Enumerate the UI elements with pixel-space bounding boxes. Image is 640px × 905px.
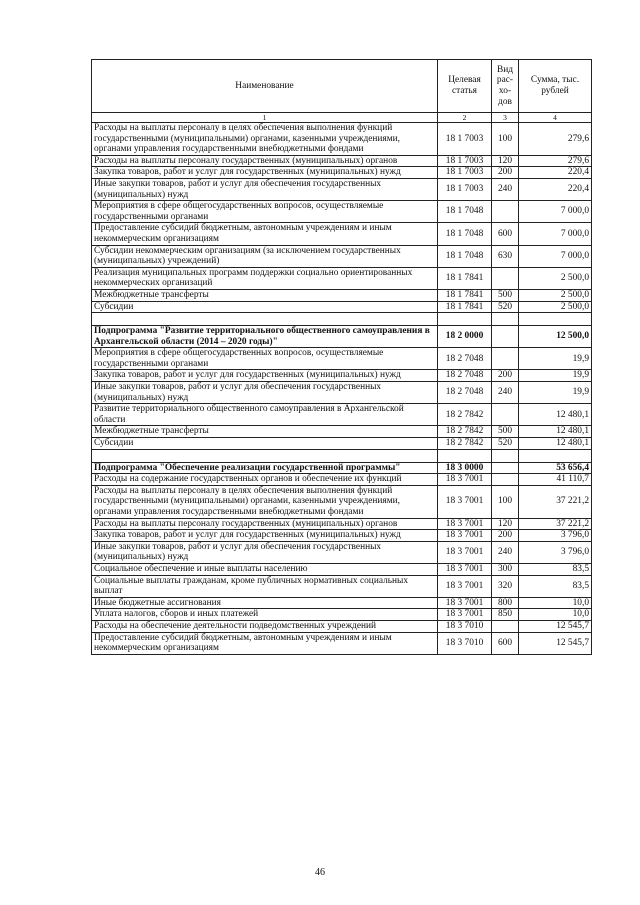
sum-cell: 19,9 <box>519 382 592 404</box>
table-row <box>92 438 592 450</box>
name-cell: Расходы на выплаты персоналу государственных (муниципальных) органов <box>92 518 438 530</box>
table-row <box>92 597 592 609</box>
code-cell: 18 3 7001 <box>438 474 492 486</box>
name-cell: Социальные выплаты гражданам, кроме публичных нормативных социальных выплат <box>92 575 438 597</box>
sum-cell: 279,6 <box>519 123 592 156</box>
table-row <box>92 267 592 289</box>
table-row <box>92 620 592 632</box>
code-cell: 18 3 7001 <box>438 563 492 575</box>
table-row <box>92 167 592 179</box>
type-cell <box>492 348 519 370</box>
type-cell: 520 <box>492 438 519 450</box>
column-number-row <box>92 113 592 123</box>
type-cell: 630 <box>492 245 519 267</box>
subprogram-row <box>92 326 592 348</box>
empty-cell <box>492 449 519 462</box>
type-cell <box>492 326 519 348</box>
type-cell: 800 <box>492 597 519 609</box>
sum-cell: 12 480,1 <box>519 404 592 426</box>
type-cell: 200 <box>492 370 519 382</box>
sum-cell: 12 545,7 <box>519 620 592 632</box>
column-number: 3 <box>492 113 519 123</box>
sum-cell: 12 545,7 <box>519 632 592 654</box>
sum-cell: 3 796,0 <box>519 541 592 563</box>
sum-cell: 2 500,0 <box>519 289 592 301</box>
table-body <box>92 123 592 655</box>
table-row <box>92 301 592 313</box>
name-cell: Закупка товаров, работ и услуг для государственных (муниципальных) нужд <box>92 530 438 542</box>
type-cell: 120 <box>492 518 519 530</box>
sum-cell: 10,0 <box>519 597 592 609</box>
empty-cell <box>492 313 519 326</box>
name-cell: Субсидии <box>92 301 438 313</box>
code-cell: 18 3 7001 <box>438 518 492 530</box>
type-cell: 240 <box>492 382 519 404</box>
code-cell: 18 2 7048 <box>438 370 492 382</box>
column-number: 1 <box>92 113 438 123</box>
code-cell: 18 2 7842 <box>438 426 492 438</box>
table-row <box>92 348 592 370</box>
table-row <box>92 518 592 530</box>
code-cell: 18 1 7048 <box>438 201 492 223</box>
name-cell: Иные закупки товаров, работ и услуг для обеспечения государственных (муниципальных) нужд <box>92 178 438 200</box>
table-row <box>92 426 592 438</box>
type-cell: 100 <box>492 123 519 156</box>
table-row <box>92 382 592 404</box>
name-cell: Социальное обеспечение и иные выплаты населению <box>92 563 438 575</box>
type-cell <box>492 620 519 632</box>
code-cell: 18 3 7001 <box>438 530 492 542</box>
table-row <box>92 530 592 542</box>
table-row <box>92 609 592 621</box>
code-cell: 18 3 7001 <box>438 541 492 563</box>
name-cell: Уплата налогов, сборов и иных платежей <box>92 609 438 621</box>
empty-cell <box>92 449 438 462</box>
code-cell: 18 1 7003 <box>438 155 492 167</box>
sum-cell: 220,4 <box>519 178 592 200</box>
table-row <box>92 201 592 223</box>
sum-cell: 7 000,0 <box>519 223 592 245</box>
type-cell <box>492 474 519 486</box>
code-cell: 18 1 7048 <box>438 245 492 267</box>
table-row <box>92 632 592 654</box>
sum-cell: 37 221,2 <box>519 485 592 518</box>
type-cell <box>492 462 519 474</box>
name-cell: Иные закупки товаров, работ и услуг для обеспечения государственных (муниципальных) нужд <box>92 382 438 404</box>
type-cell: 120 <box>492 155 519 167</box>
sum-cell: 12 480,1 <box>519 426 592 438</box>
name-cell: Предоставление субсидий бюджетным, автономным учреждениям и иным некоммерческим организациям <box>92 223 438 245</box>
type-cell: 300 <box>492 563 519 575</box>
code-cell: 18 1 7841 <box>438 301 492 313</box>
code-cell: 18 3 7010 <box>438 620 492 632</box>
table-row <box>92 123 592 156</box>
table-row <box>92 485 592 518</box>
subprogram-row <box>92 462 592 474</box>
name-cell: Мероприятия в сфере общегосударственных вопросов, осуществляемые государственными органами <box>92 201 438 223</box>
type-cell: 200 <box>492 167 519 179</box>
sum-cell: 12 500,0 <box>519 326 592 348</box>
column-number: 2 <box>438 113 492 123</box>
name-cell: Реализация муниципальных программ поддержки социально ориентированных некоммерческих организаций <box>92 267 438 289</box>
sum-cell: 220,4 <box>519 167 592 179</box>
header-name: Наименование <box>92 60 438 113</box>
sum-cell: 2 500,0 <box>519 267 592 289</box>
name-cell: Межбюджетные трансферты <box>92 426 438 438</box>
table-row <box>92 563 592 575</box>
type-cell: 600 <box>492 632 519 654</box>
table-row <box>92 404 592 426</box>
sum-cell: 279,6 <box>519 155 592 167</box>
type-cell <box>492 201 519 223</box>
code-cell: 18 1 7841 <box>438 267 492 289</box>
table-row <box>92 541 592 563</box>
code-cell: 18 3 7001 <box>438 609 492 621</box>
type-cell: 320 <box>492 575 519 597</box>
sum-cell: 83,5 <box>519 575 592 597</box>
code-cell: 18 1 7048 <box>438 223 492 245</box>
header-sum: Сумма, тыс. рублей <box>519 60 592 113</box>
sum-cell: 7 000,0 <box>519 245 592 267</box>
sum-cell: 2 500,0 <box>519 301 592 313</box>
type-cell: 600 <box>492 223 519 245</box>
code-cell: 18 2 7842 <box>438 404 492 426</box>
name-cell: Закупка товаров, работ и услуг для государственных (муниципальных) нужд <box>92 370 438 382</box>
sum-cell: 41 110,7 <box>519 474 592 486</box>
type-cell: 500 <box>492 289 519 301</box>
type-cell: 240 <box>492 541 519 563</box>
type-cell: 100 <box>492 485 519 518</box>
type-cell: 500 <box>492 426 519 438</box>
name-cell: Расходы на выплаты персоналу государственных (муниципальных) органов <box>92 155 438 167</box>
name-cell: Развитие территориального общественного самоуправления в Архангельской области <box>92 404 438 426</box>
code-cell: 18 3 7001 <box>438 575 492 597</box>
table-row <box>92 178 592 200</box>
name-cell: Мероприятия в сфере общегосударственных вопросов, осуществляемые государственными органами <box>92 348 438 370</box>
type-cell: 850 <box>492 609 519 621</box>
type-cell: 520 <box>492 301 519 313</box>
name-cell: Расходы на выплаты персоналу в целях обеспечения выполнения функций государственными (муниципальными) органами, казенными учреждениями, органами управления государственными внебюджетными фондами <box>92 123 438 156</box>
page-number: 46 <box>315 867 325 878</box>
name-cell: Расходы на содержание государственных органов и обеспечение их функций <box>92 474 438 486</box>
header-row <box>92 60 592 113</box>
code-cell: 18 3 7001 <box>438 485 492 518</box>
name-cell: Подпрограмма "Обеспечение реализации государственной программы" <box>92 462 438 474</box>
table-row <box>92 245 592 267</box>
table-row <box>92 155 592 167</box>
code-cell: 18 2 7842 <box>438 438 492 450</box>
sum-cell: 7 000,0 <box>519 201 592 223</box>
type-cell: 240 <box>492 178 519 200</box>
name-cell: Расходы на обеспечение деятельности подведомственных учреждений <box>92 620 438 632</box>
type-cell <box>492 404 519 426</box>
sum-cell: 53 656,4 <box>519 462 592 474</box>
name-cell: Иные бюджетные ассигнования <box>92 597 438 609</box>
code-cell: 18 2 0000 <box>438 326 492 348</box>
empty-cell <box>519 449 592 462</box>
sum-cell: 37 221,2 <box>519 518 592 530</box>
name-cell: Предоставление субсидий бюджетным, автономным учреждениям и иным некоммерческим организациям <box>92 632 438 654</box>
column-number: 4 <box>519 113 592 123</box>
type-cell <box>492 267 519 289</box>
empty-cell <box>438 449 492 462</box>
header-type: Вид рас- хо- дов <box>492 60 519 113</box>
table-row <box>92 575 592 597</box>
name-cell: Субсидии некоммерческим организациям (за исключением государственных (муниципальных) учреждений) <box>92 245 438 267</box>
empty-cell <box>519 313 592 326</box>
name-cell: Закупка товаров, работ и услуг для государственных (муниципальных) нужд <box>92 167 438 179</box>
sum-cell: 12 480,1 <box>519 438 592 450</box>
code-cell: 18 1 7003 <box>438 167 492 179</box>
name-cell: Иные закупки товаров, работ и услуг для обеспечения государственных (муниципальных) нужд <box>92 541 438 563</box>
empty-cell <box>438 313 492 326</box>
name-cell: Расходы на выплаты персоналу в целях обеспечения выполнения функций государственными (муниципальными) органами, казенными учреждениями, органами управления государственными внебюджетными фондами <box>92 485 438 518</box>
sum-cell: 19,9 <box>519 370 592 382</box>
name-cell: Подпрограмма "Развитие территориального общественного самоуправления в Архангельской области (2014 – 2020 годы)" <box>92 326 438 348</box>
table-row <box>92 370 592 382</box>
code-cell: 18 2 7048 <box>438 348 492 370</box>
table-row <box>92 223 592 245</box>
name-cell: Межбюджетные трансферты <box>92 289 438 301</box>
spacer-row <box>92 313 592 326</box>
table-row <box>92 289 592 301</box>
empty-cell <box>92 313 438 326</box>
spacer-row <box>92 449 592 462</box>
code-cell: 18 3 7001 <box>438 597 492 609</box>
sum-cell: 3 796,0 <box>519 530 592 542</box>
budget-table <box>91 59 592 655</box>
code-cell: 18 1 7003 <box>438 178 492 200</box>
code-cell: 18 1 7841 <box>438 289 492 301</box>
code-cell: 18 3 0000 <box>438 462 492 474</box>
header-code: Целевая статья <box>438 60 492 113</box>
sum-cell: 83,5 <box>519 563 592 575</box>
type-cell: 200 <box>492 530 519 542</box>
code-cell: 18 2 7048 <box>438 382 492 404</box>
code-cell: 18 1 7003 <box>438 123 492 156</box>
table-row <box>92 474 592 486</box>
name-cell: Субсидии <box>92 438 438 450</box>
sum-cell: 10,0 <box>519 609 592 621</box>
code-cell: 18 3 7010 <box>438 632 492 654</box>
sum-cell: 19,9 <box>519 348 592 370</box>
